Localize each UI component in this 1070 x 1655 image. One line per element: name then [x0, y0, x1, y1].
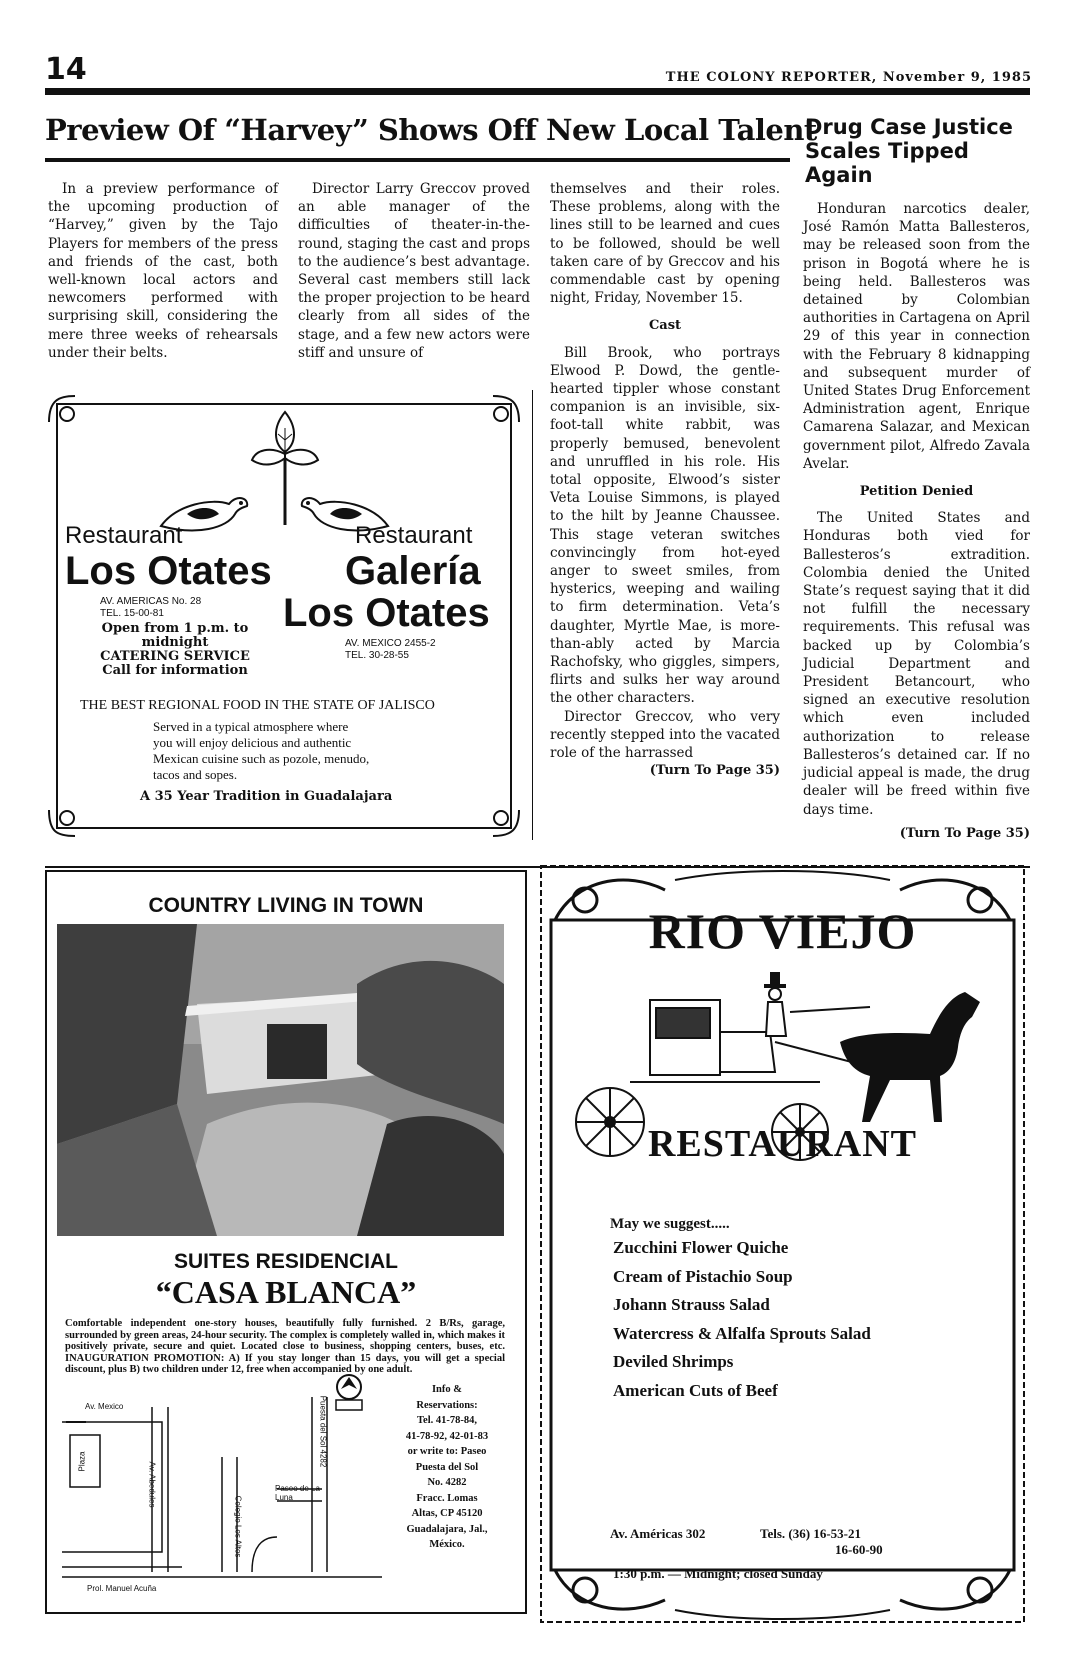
house-photo	[57, 924, 504, 1236]
country-living-title: COUNTRY LIVING IN TOWN	[148, 894, 424, 917]
suites-residencial: SUITES RESIDENCIAL	[173, 1250, 399, 1273]
info-line: or write to: Paseo	[407, 1446, 487, 1457]
map-label-plaza: Plaza	[77, 1451, 87, 1472]
sidebar-paragraph: Honduran narcotics dealer, José Ramón Matta Ballesteros, may be released soon from the prison in Bogotá where he is being held. Ballesteros was detained by Colombian authorities in Cartagena on April 29 of this year in connection with the February 8 kidnapping and subsequent murder of United States Drug Enforcement Administration agent, Enrique Camarena Salazar, and Mexican government pilot, Alfredo Zavala Avelar.	[803, 201, 1030, 472]
map-label-av-mexico: Av. Mexico	[85, 1402, 124, 1411]
location-map	[52, 1397, 382, 1587]
galeria-address: AV. MEXICO 2455-2	[345, 638, 436, 649]
ad-casa-blanca	[45, 870, 527, 1614]
casa-blanca-name: “CASA BLANCA”	[155, 1274, 417, 1310]
headline-rule	[45, 158, 790, 162]
tagline: THE BEST REGIONAL FOOD IN THE STATE OF JALISCO	[80, 698, 435, 713]
hours-line: Open from 1 p.m. to	[101, 621, 249, 636]
info-line: Guadalajara, Jal.,	[406, 1523, 488, 1535]
map-label-puesta-sol: Puesta del Sol 4282	[318, 1395, 328, 1468]
column-rule	[532, 390, 533, 840]
info-line: México.	[429, 1539, 465, 1550]
galeria-phone: TEL. 30-28-55	[345, 650, 409, 661]
catering-line: CATERING SERVICE	[100, 649, 250, 664]
article-column-1	[48, 180, 278, 362]
article-paragraph: themselves and their roles. These problems, along with the lines still to be learned and cues to be followed, should be well taken care of by Greccov and his commendable cast by opening night, Friday, November 15.	[550, 181, 780, 307]
menu-intro: May we suggest.....	[610, 1216, 730, 1232]
description-line: Served in a typical atmosphere where	[153, 719, 349, 734]
article-column-3	[550, 180, 780, 781]
hours-line: midnight	[141, 635, 209, 650]
info-line: Info &	[431, 1384, 463, 1395]
article-paragraph: Director Larry Greccov proved an able manager of the difficulties of theater-in-the-round, staging the cast and props to the audience’s best advantage. Several cast members still lack the proper projection to be heard clearly from all sides of the stage, and a few new actors were stiff and unsure of	[298, 181, 530, 361]
sidebar-paragraph: The United States and Honduras both vied for Ballesteros’s extradition. Colombia denied the United State’s request saying that it did not fulfill the necessary requirements. This refusal was backed up by Colombia’s Judicial Department and President Betancourt, who signed an executive resolution which even included authorization to release Ballesteros’s detained car. If no judicial appeal is made, the drug dealer will be freed within five days time.	[803, 510, 1030, 818]
los-otates-address: AV. AMERICAS No. 28	[100, 596, 202, 607]
ad-rio-viejo	[535, 860, 1030, 1628]
rio-viejo-hours: 1:30 p.m. — Midnight; closed Sunday	[613, 1566, 823, 1581]
turn-to-page: (Turn To Page 35)	[649, 763, 780, 779]
sidebar-headline: Drug Case Justice Scales Tipped Again	[805, 115, 1013, 187]
menu-item: Deviled Shrimps	[613, 1352, 734, 1371]
menu-item: American Cuts of Beef	[613, 1380, 778, 1400]
description-line: Mexican cuisine such as pozole, menudo,	[153, 751, 370, 766]
menu-item: Watercress & Alfalfa Sprouts Salad	[613, 1323, 871, 1343]
article-headline: Preview Of “Harvey” Shows Off New Local Talent	[45, 113, 817, 147]
menu-list	[613, 1234, 871, 1405]
map-label-prol-acuna: Prol. Manuel Acuña	[87, 1584, 157, 1593]
north-arrow-icon	[334, 1372, 364, 1412]
sidebar-turn-to-page: (Turn To Page 35)	[899, 825, 1030, 841]
hours-block	[75, 622, 275, 678]
casa-blanca-body: Comfortable independent one-story houses, beautifully fully furnished. 2 B/Rs, garage, surrounded by green areas, 24-hour security. The complex is completely walled in, which makes it positively private, secure and quiet. Located close to business, shopping centers, buses, etc. INAUGURATION PROMOTION: A) If you stay longer than 15 days, you will get a special discount, plus B) two children under 12, free when accompanied by one adult.	[65, 1318, 505, 1375]
info-line: Reservations:	[416, 1399, 478, 1411]
petition-subhead: Petition Denied	[859, 484, 974, 500]
rio-viejo-phone-2: 16-60-90	[835, 1542, 883, 1557]
los-otates-phone: TEL. 15-00-81	[100, 608, 164, 619]
page-number: 14	[45, 52, 87, 87]
cast-subhead: Cast	[648, 318, 682, 334]
article-paragraph: In a preview performance of the upcoming production of “Harvey,” given by the Tajo Players for members of the press and friends of the cast, both well-known local actors and newcomers performed with surprising skill, considering the mere three weeks of rehearsals under their belts.	[48, 181, 278, 361]
description-line: tacos and sopes.	[153, 767, 238, 782]
rio-viejo-address: Av. Américas 302	[610, 1526, 706, 1541]
info-line: Puesta del Sol	[415, 1461, 479, 1473]
menu-item: Cream of Pistachio Soup	[613, 1266, 793, 1286]
info-line: Tel. 41-78-84,	[417, 1415, 477, 1426]
info-line: Altas, CP 45120	[411, 1508, 483, 1519]
ad-los-otates	[45, 392, 523, 840]
restaurant-title: RESTAURANT	[647, 1123, 917, 1165]
info-line: Fracc. Lomas	[416, 1492, 478, 1504]
map-label-colegio: Colegio Los Altos	[233, 1495, 243, 1558]
article-paragraph: Director Greccov, who very recently stepped into the vacated role of the harrassed	[550, 708, 780, 762]
menu-item: Johann Strauss Salad	[613, 1295, 770, 1314]
info-line: No. 4282	[427, 1477, 467, 1488]
description-line: you will enjoy delicious and authentic	[153, 735, 352, 750]
restaurant-label-right: Restaurant	[355, 522, 473, 549]
reservations-info	[377, 1382, 517, 1553]
article-paragraph: Bill Brook, who portrays Elwood P. Dowd, the gentle-hearted tippler whose constant companion is an invisible, six-foot-tall white rabbit, was properly bemused, benevolent and unruffled in his role. His total opposite, Elwood’s sister Veta Louise Simmons, is played to the hilt by Jeanne Chaussee. This stage veteran switches convincingly from hot-eyed anger to sweet smiles, from hysterics, weeping and wailing to firm determination. Veta’s daughter, Myrtle Mae, is more-than-ably acted by Marcia Rachofsky, who giggles, simpers, flirts and sulks her way around the other characters.	[550, 344, 780, 707]
rio-viejo-title: RIO VIEJO	[648, 903, 917, 959]
info-line: 41-78-92, 42-01-83	[405, 1430, 489, 1442]
galeria-name: Galería	[345, 549, 481, 593]
description	[153, 719, 369, 783]
rio-viejo-phones: Tels. (36) 16-53-21	[760, 1526, 861, 1541]
los-otates-name: Los Otates	[65, 549, 272, 593]
article-column-2	[298, 180, 530, 362]
masthead: THE COLONY REPORTER, November 9, 1985	[665, 70, 1032, 85]
call-line: Call for information	[102, 663, 248, 678]
sidebar-column	[803, 200, 1030, 843]
map-label-paseo-luna: Paseo de La Luna	[275, 1484, 320, 1502]
menu-item: Zucchini Flower Quiche	[613, 1238, 789, 1257]
map-label-av-abedules: Av. Abedules	[147, 1461, 157, 1508]
restaurant-label-left: Restaurant	[65, 522, 183, 549]
header-rule	[45, 88, 1030, 95]
galeria-los-otates-name: Los Otates	[283, 591, 490, 635]
tradition-line: A 35 Year Tradition in Guadalajara	[140, 789, 393, 804]
